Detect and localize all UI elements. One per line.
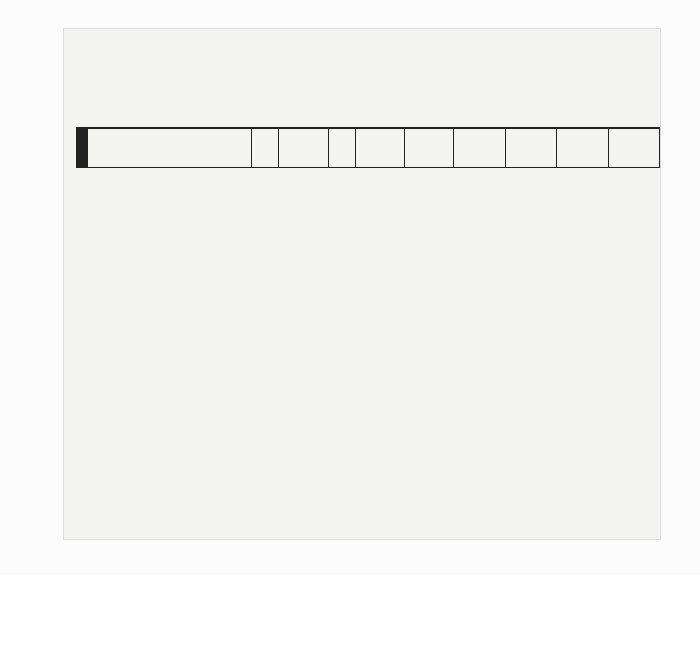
sidebar-mark <box>77 128 88 168</box>
table-header-row <box>77 128 660 168</box>
train-header <box>328 128 355 168</box>
timetable-sheet <box>63 28 661 540</box>
stations-header <box>87 128 251 168</box>
train-header <box>505 128 556 168</box>
train-header <box>355 128 404 168</box>
train-header <box>608 128 659 168</box>
train-header <box>405 128 454 168</box>
timetable-top <box>76 127 660 168</box>
train-header <box>279 128 328 168</box>
train-header <box>454 128 505 168</box>
train-header <box>557 128 608 168</box>
